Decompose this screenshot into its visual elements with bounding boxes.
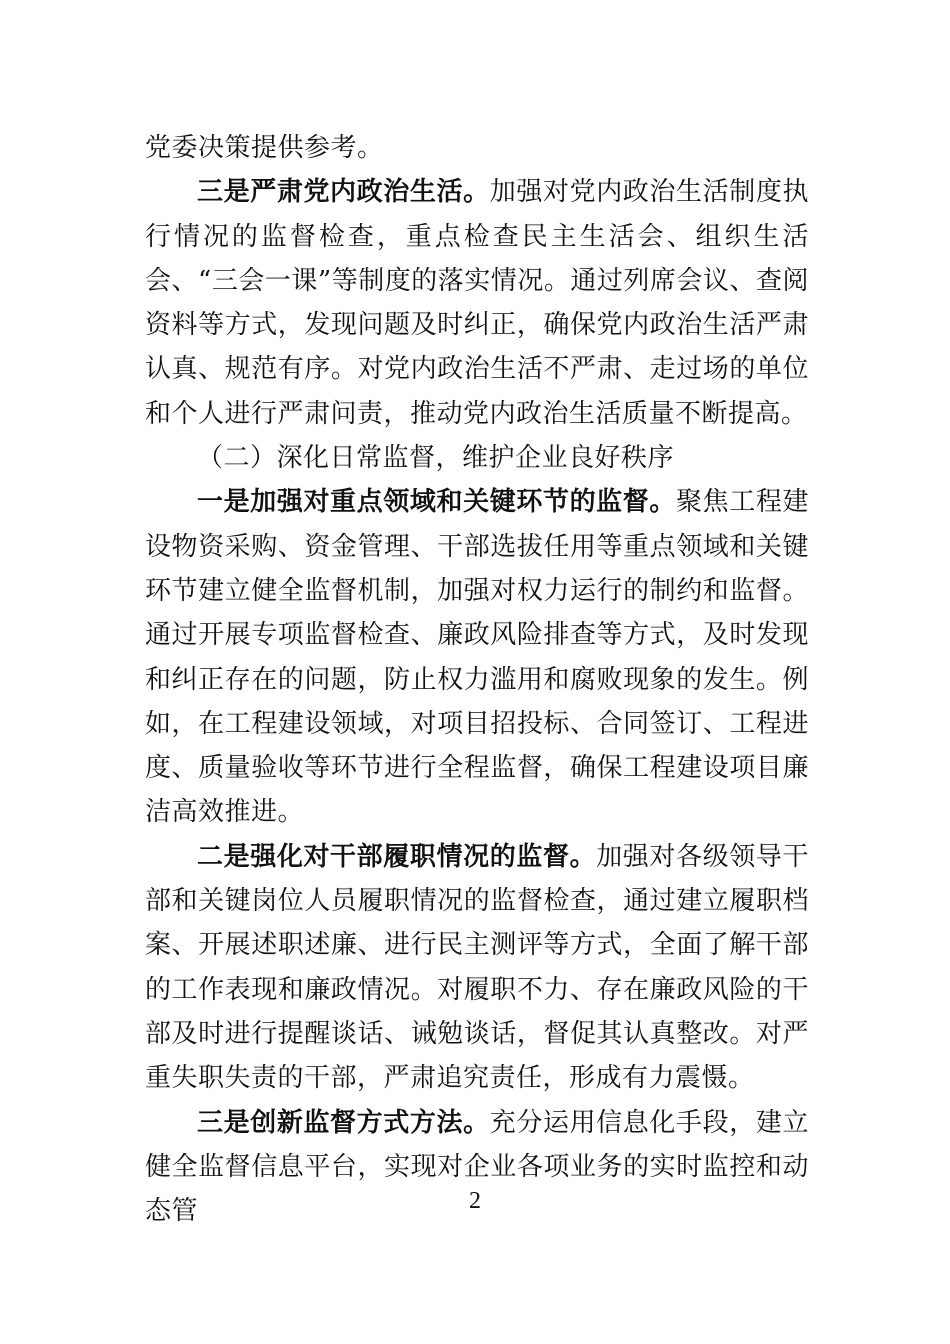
paragraph-lead: 三是严肃党内政治生活。 — [197, 177, 490, 208]
paragraph-continuation — [145, 126, 809, 170]
page-number: 2 — [469, 1188, 481, 1214]
paragraph-cadre-duties — [145, 835, 809, 1101]
paragraph-lead: 二是强化对干部履职情况的监督。 — [197, 841, 597, 872]
paragraph-text: 加强对党内政治生活制度执行情况的监督检查，重点检查民主生活会、组织生活会、“三会一课”等制度的落实情况。通过列席会议、查阅资料等方式，发现问题及时纠正，确保党内政治生活严肃认真、规范有序。对党内政治生活不严肃、走过场的单位和个人进行严肃问责，推动党内政治生活质量不断提高。 — [145, 177, 809, 429]
paragraph-text: 充分运用信息化手段，建立健全监督信息平台，实现对企业各项业务的实时监控和动态管 — [145, 1107, 809, 1227]
paragraph-key-areas — [145, 480, 809, 834]
document-body — [145, 126, 809, 1233]
section-heading: （二）深化日常监督，维护企业良好秩序 — [197, 443, 675, 474]
paragraph-lead: 一是加强对重点领域和关键环节的监督。 — [197, 487, 677, 518]
paragraph-political-life — [145, 170, 809, 436]
paragraph-text: 党委决策提供参考。 — [145, 133, 384, 163]
paragraph-lead: 三是创新监督方式方法。 — [197, 1107, 490, 1138]
paragraph-text: 加强对各级领导干部和关键岗位人员履职情况的监督检查，通过建立履职档案、开展述职述廉、进行民主测评等方式，全面了解干部的工作表现和廉政情况。对履职不力、存在廉政风险的干部及时进行提醒谈话、诫勉谈话，督促其认真整改。对严重失职失责的干部，严肃追究责任，形成有力震慑。 — [145, 841, 809, 1094]
paragraph-text: 聚焦工程建设物资采购、资金管理、干部选拔任用等重点领域和关键环节建立健全监督机制，加强对权力运行的制约和监督。通过开展专项监督检查、廉政风险排查等方式，及时发现和纠正存在的问题，防止权力滥用和腐败现象的发生。例如，在工程建设领域，对项目招投标、合同签订、工程进度、质量验收等环节进行全程监督，确保工程建设项目廉洁高效推进。 — [145, 487, 809, 828]
